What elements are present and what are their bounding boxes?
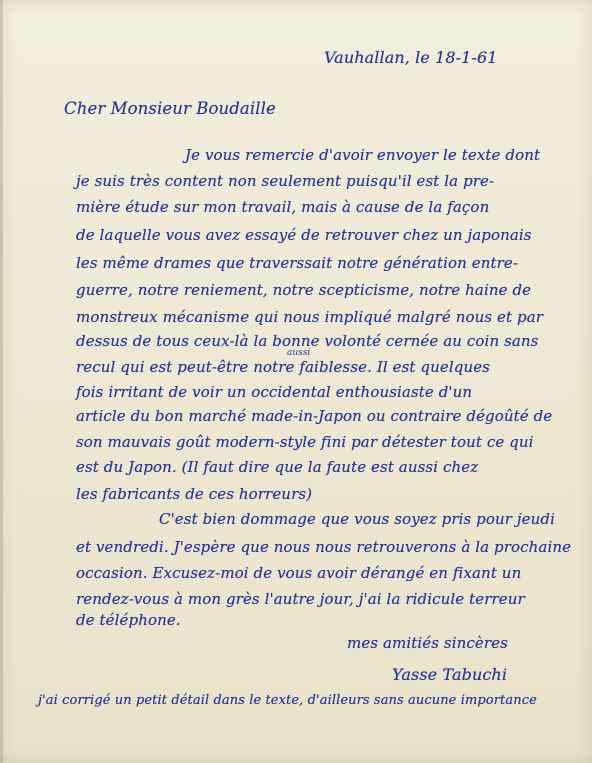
body-line: son mauvais goût modern-style fini par détester tout ce qui — [76, 433, 534, 451]
body-line: de laquelle vous avez essayé de retrouver chez un japonais — [76, 226, 532, 244]
body-line: monstreux mécanisme qui nous impliqué malgré nous et par — [76, 308, 544, 326]
body-line: recul qui est peut-être notre faiblesse. Il est quelques — [76, 358, 490, 376]
insertion-mark: aussi — [287, 348, 311, 358]
body-line: dessus de tous ceux-là la bonne volonté cernée au coin sans — [76, 332, 539, 350]
letter-date: Vauhallan, le 18-1-61 — [324, 48, 498, 67]
body-line: je suis très content non seulement puisqu'il est la pre- — [76, 172, 495, 190]
body-line: occasion. Excusez-moi de vous avoir dérangé en fixant un — [76, 564, 522, 582]
body-line: de téléphone. — [76, 611, 181, 629]
page-edge — [0, 0, 3, 763]
body-line: C'est bien dommage que vous soyez pris pour jeudi — [159, 510, 555, 528]
body-line: les fabricants de ces horreurs) — [76, 485, 313, 503]
body-line: rendez-vous à mon grès l'autre jour, j'ai la ridicule terreur — [76, 590, 525, 608]
salutation: Cher Monsieur Boudaille — [64, 99, 276, 118]
postscript: j'ai corrigé un petit détail dans le texte, d'ailleurs sans aucune importance — [38, 693, 537, 708]
body-line: est du Japon. (Il faut dire que la faute est aussi chez — [76, 458, 479, 476]
body-line: et vendredi. J'espère que nous nous retrouverons à la prochaine — [76, 538, 572, 556]
body-line: fois irritant de voir un occidental enthousiaste d'un — [76, 383, 473, 401]
body-line: guerre, notre reniement, notre scepticisme, notre haine de — [76, 281, 532, 299]
body-line: mière étude sur mon travail, mais à cause de la façon — [76, 198, 490, 216]
signature: Yasse Tabuchi — [392, 665, 508, 684]
body-line: les même drames que traverssait notre génération entre- — [76, 254, 519, 272]
body-line: Je vous remercie d'avoir envoyer le texte dont — [185, 146, 541, 164]
closing: mes amitiés sincères — [347, 634, 508, 652]
body-line: article du bon marché made-in-Japon ou contraire dégoûté de — [76, 407, 553, 425]
